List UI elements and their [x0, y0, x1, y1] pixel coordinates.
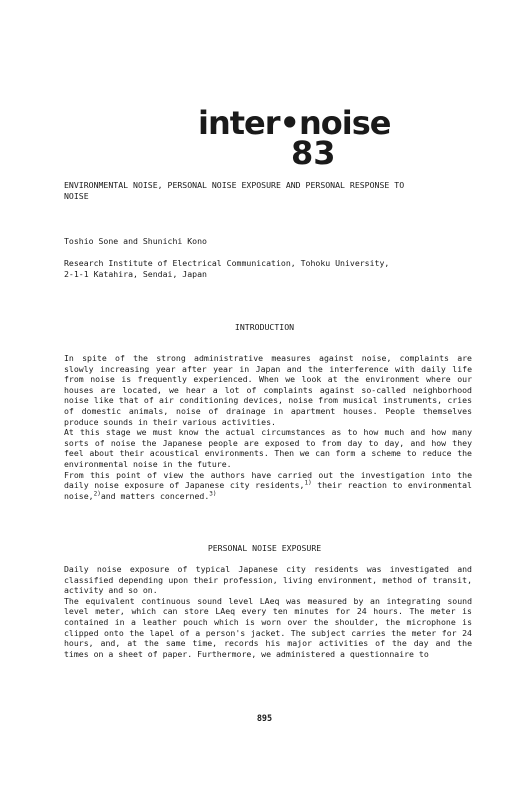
paragraph: In spite of the strong administrative measures against noise, complaints are slowly increasing year after year in Japan and the interference with daily life from noise is frequently experienced. When we look at the environment where our houses are located, we hear a lot of complaints against so-called neighborhood noise like that of air conditioning devices, noise from musical instruments, cries of domestic animals, noise of drainage in apartment houses. People themselves produce sounds in their various activities.: [64, 353, 472, 427]
logo-wordmark: inter•noise: [198, 104, 391, 142]
authors: Toshio Sone and Shunichi Kono: [64, 236, 207, 246]
section-heading-introduction: INTRODUCTION: [234, 322, 295, 332]
affiliation-line-1: Research Institute of Electrical Communication, Tohoku University,: [64, 258, 390, 268]
reference-marker: 3): [209, 489, 217, 497]
logo-year: 83: [291, 134, 336, 172]
title-line-2: NOISE: [64, 190, 89, 201]
paragraph: The equivalent continuous sound level LAeq was measured by an integrating sound level meter, which can store LAeq every ten minutes for 24 hours. The meter is contained in a leather pouch which is worn over the shoulder, the microphone is clipped onto the lapel of a person's jacket. The subject carries the meter for 24 hours, and, at the same time, records his major activities of the day and the times on a sheet of paper. Furthermore, we administered a questionnaire to: [64, 595, 472, 659]
paragraph-text: From this point of view the authors have carried out the investigation into the daily noise exposure of Japanese city residents,: [64, 469, 472, 491]
paragraph-text: and matters concerned.: [100, 490, 210, 501]
paragraph: Daily noise exposure of typical Japanese city residents was investigated and classified depending upon their profession, living environment, method of transit, activity and so on.: [64, 564, 472, 596]
paper-title: [64, 180, 484, 201]
affiliation: [64, 258, 484, 279]
title-line-1: ENVIRONMENTAL NOISE, PERSONAL NOISE EXPOSURE AND PERSONAL RESPONSE TO: [64, 180, 405, 190]
paragraph: At this stage we must know the actual circumstances as to how much and how many sorts of noise the Japanese people are exposed to from day to day, and how they feel about their acoustical environments. Then we can form a scheme to reduce the environmental noise in the future.: [64, 427, 472, 469]
affiliation-line-2: 2-1-1 Katahira, Sendai, Japan: [64, 268, 207, 279]
page-number: 895: [256, 714, 273, 724]
section-heading-personal-noise-exposure: PERSONAL NOISE EXPOSURE: [207, 543, 322, 553]
reference-marker: 1): [304, 479, 312, 487]
paragraph-text: their reaction to environmental noise,: [64, 480, 472, 501]
introduction-body: [64, 353, 472, 501]
reference-marker: 2): [93, 489, 101, 497]
personal-noise-exposure-body: [64, 564, 472, 659]
conference-logo: [0, 105, 529, 175]
paragraph: [64, 470, 472, 502]
